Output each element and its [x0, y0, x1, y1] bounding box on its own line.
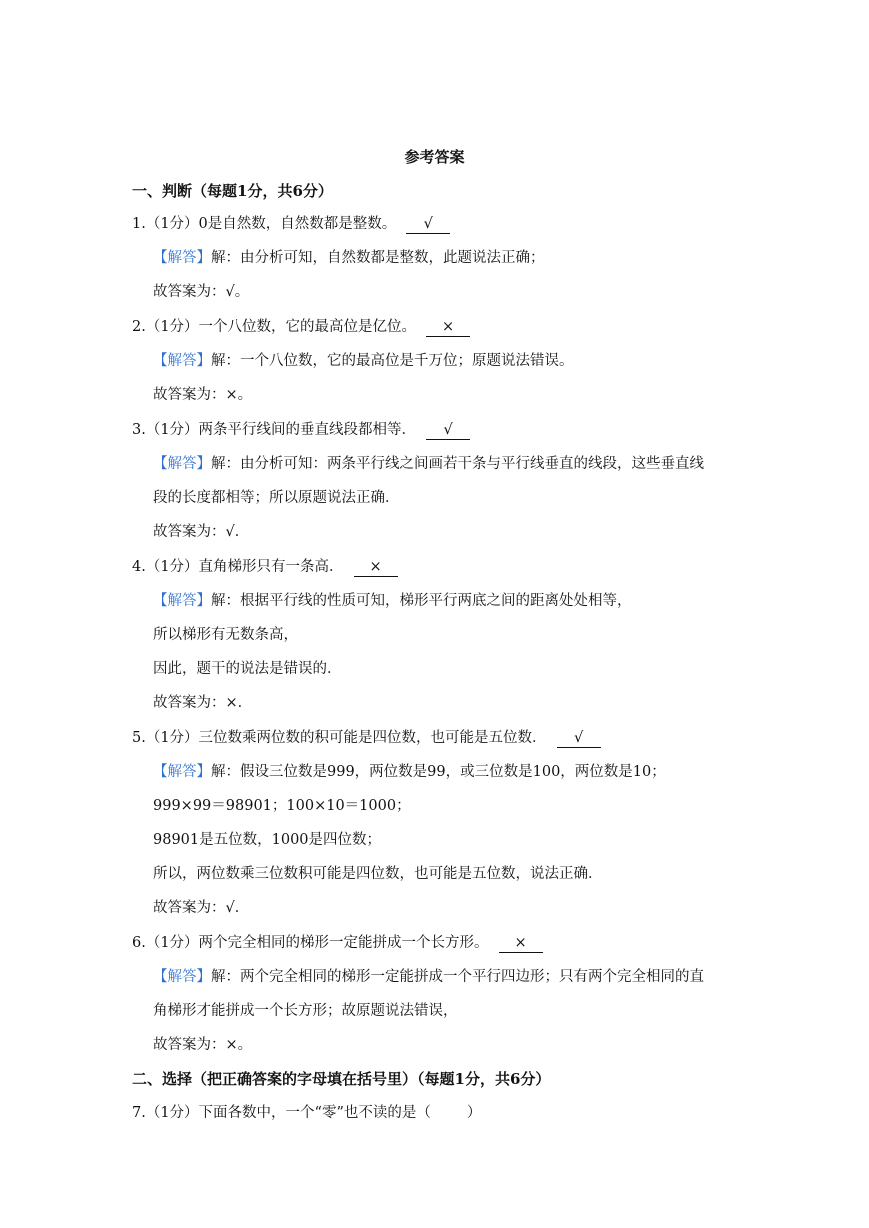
question-7-stem: [132, 1102, 481, 1124]
answer-tag: 【解答】: [153, 969, 211, 985]
question-stem-text: 1.（1分）0是自然数，自然数都是整数。: [132, 216, 397, 232]
question-5-explanation: [153, 761, 666, 783]
explanation-line: 角梯形才能拼成一个长方形；故原题说法错误，: [153, 1003, 458, 1019]
explanation-line: 999×99＝98901；100×10＝1000；: [153, 798, 411, 814]
question-stem-text: 7.（1分）下面各数中，一个“零”也不读的是（: [132, 1105, 431, 1121]
answer-blank: ×: [426, 318, 470, 337]
answer-blank: √: [426, 421, 470, 440]
answer-blank: ×: [354, 558, 398, 577]
explanation-line: 所以梯形有无数条高，: [153, 627, 298, 643]
section-heading-judgment: 一、判断（每题1分，共6分）: [132, 182, 333, 200]
question-stem-text: 6.（1分）两个完全相同的梯形一定能拼成一个长方形。: [132, 935, 489, 951]
question-6-stem: [132, 932, 543, 954]
explanation-line: 解：由分析可知，自然数都是整数，此题说法正确；: [211, 250, 545, 266]
question-4-final: 故答案为：×．: [153, 695, 253, 711]
question-4-stem: [132, 556, 398, 578]
explanation-line: 解：一个八位数，它的最高位是千万位；原题说法错误。: [211, 353, 574, 369]
answer-tag: 【解答】: [153, 593, 211, 609]
question-2-final: 故答案为：×。: [153, 387, 253, 403]
question-stem-text: 2.（1分）一个八位数，它的最高位是亿位。: [132, 319, 417, 335]
question-2-explanation: [153, 350, 574, 372]
explanation-line: 解：假设三位数是999，两位数是99，或三位数是100，两位数是10；: [211, 764, 666, 780]
answer-blank: √: [406, 215, 450, 234]
question-5-stem: [132, 727, 601, 749]
question-2-stem: [132, 316, 470, 338]
question-stem-text: 4.（1分）直角梯形只有一条高．: [132, 559, 344, 575]
answer-tag: 【解答】: [153, 353, 211, 369]
question-stem-text: 3.（1分）两条平行线间的垂直线段都相等．: [132, 422, 417, 438]
question-close-paren: ）: [466, 1105, 482, 1121]
explanation-line: 段的长度都相等；所以原题说法正确．: [153, 490, 400, 506]
question-5-final: 故答案为：√．: [153, 900, 250, 916]
answer-blank: √: [557, 729, 601, 748]
page-title: 参考答案: [404, 148, 465, 166]
explanation-line: 解：由分析可知：两条平行线之间画若干条与平行线垂直的线段，这些垂直线: [211, 456, 704, 472]
question-3-final: 故答案为：√．: [153, 524, 250, 540]
question-6-explanation: [153, 966, 704, 988]
question-6-final: 故答案为：×。: [153, 1037, 253, 1053]
explanation-line: 98901是五位数，1000是四位数；: [153, 832, 382, 848]
question-3-stem: [132, 419, 470, 441]
answer-tag: 【解答】: [153, 456, 211, 472]
question-1-final: 故答案为：√。: [153, 284, 250, 300]
section-heading-choice: 二、选择（把正确答案的字母填在括号里）（每题1分，共6分）: [132, 1070, 551, 1088]
answer-tag: 【解答】: [153, 764, 211, 780]
question-3-explanation: [153, 453, 704, 475]
explanation-line: 因此，题干的说法是错误的．: [153, 661, 342, 677]
explanation-line: 解：两个完全相同的梯形一定能拼成一个平行四边形；只有两个完全相同的直: [211, 969, 704, 985]
answer-blank: ×: [499, 934, 543, 953]
question-stem-text: 5.（1分）三位数乘两位数的积可能是四位数，也可能是五位数．: [132, 730, 547, 746]
explanation-line: 解：根据平行线的性质可知，梯形平行两底之间的距离处处相等，: [211, 593, 632, 609]
question-1-explanation: [153, 247, 545, 269]
answer-tag: 【解答】: [153, 250, 211, 266]
explanation-line: 所以，两位数乘三位数积可能是四位数，也可能是五位数，说法正确．: [153, 866, 603, 882]
question-1-stem: [132, 213, 450, 235]
question-4-explanation: [153, 590, 632, 612]
